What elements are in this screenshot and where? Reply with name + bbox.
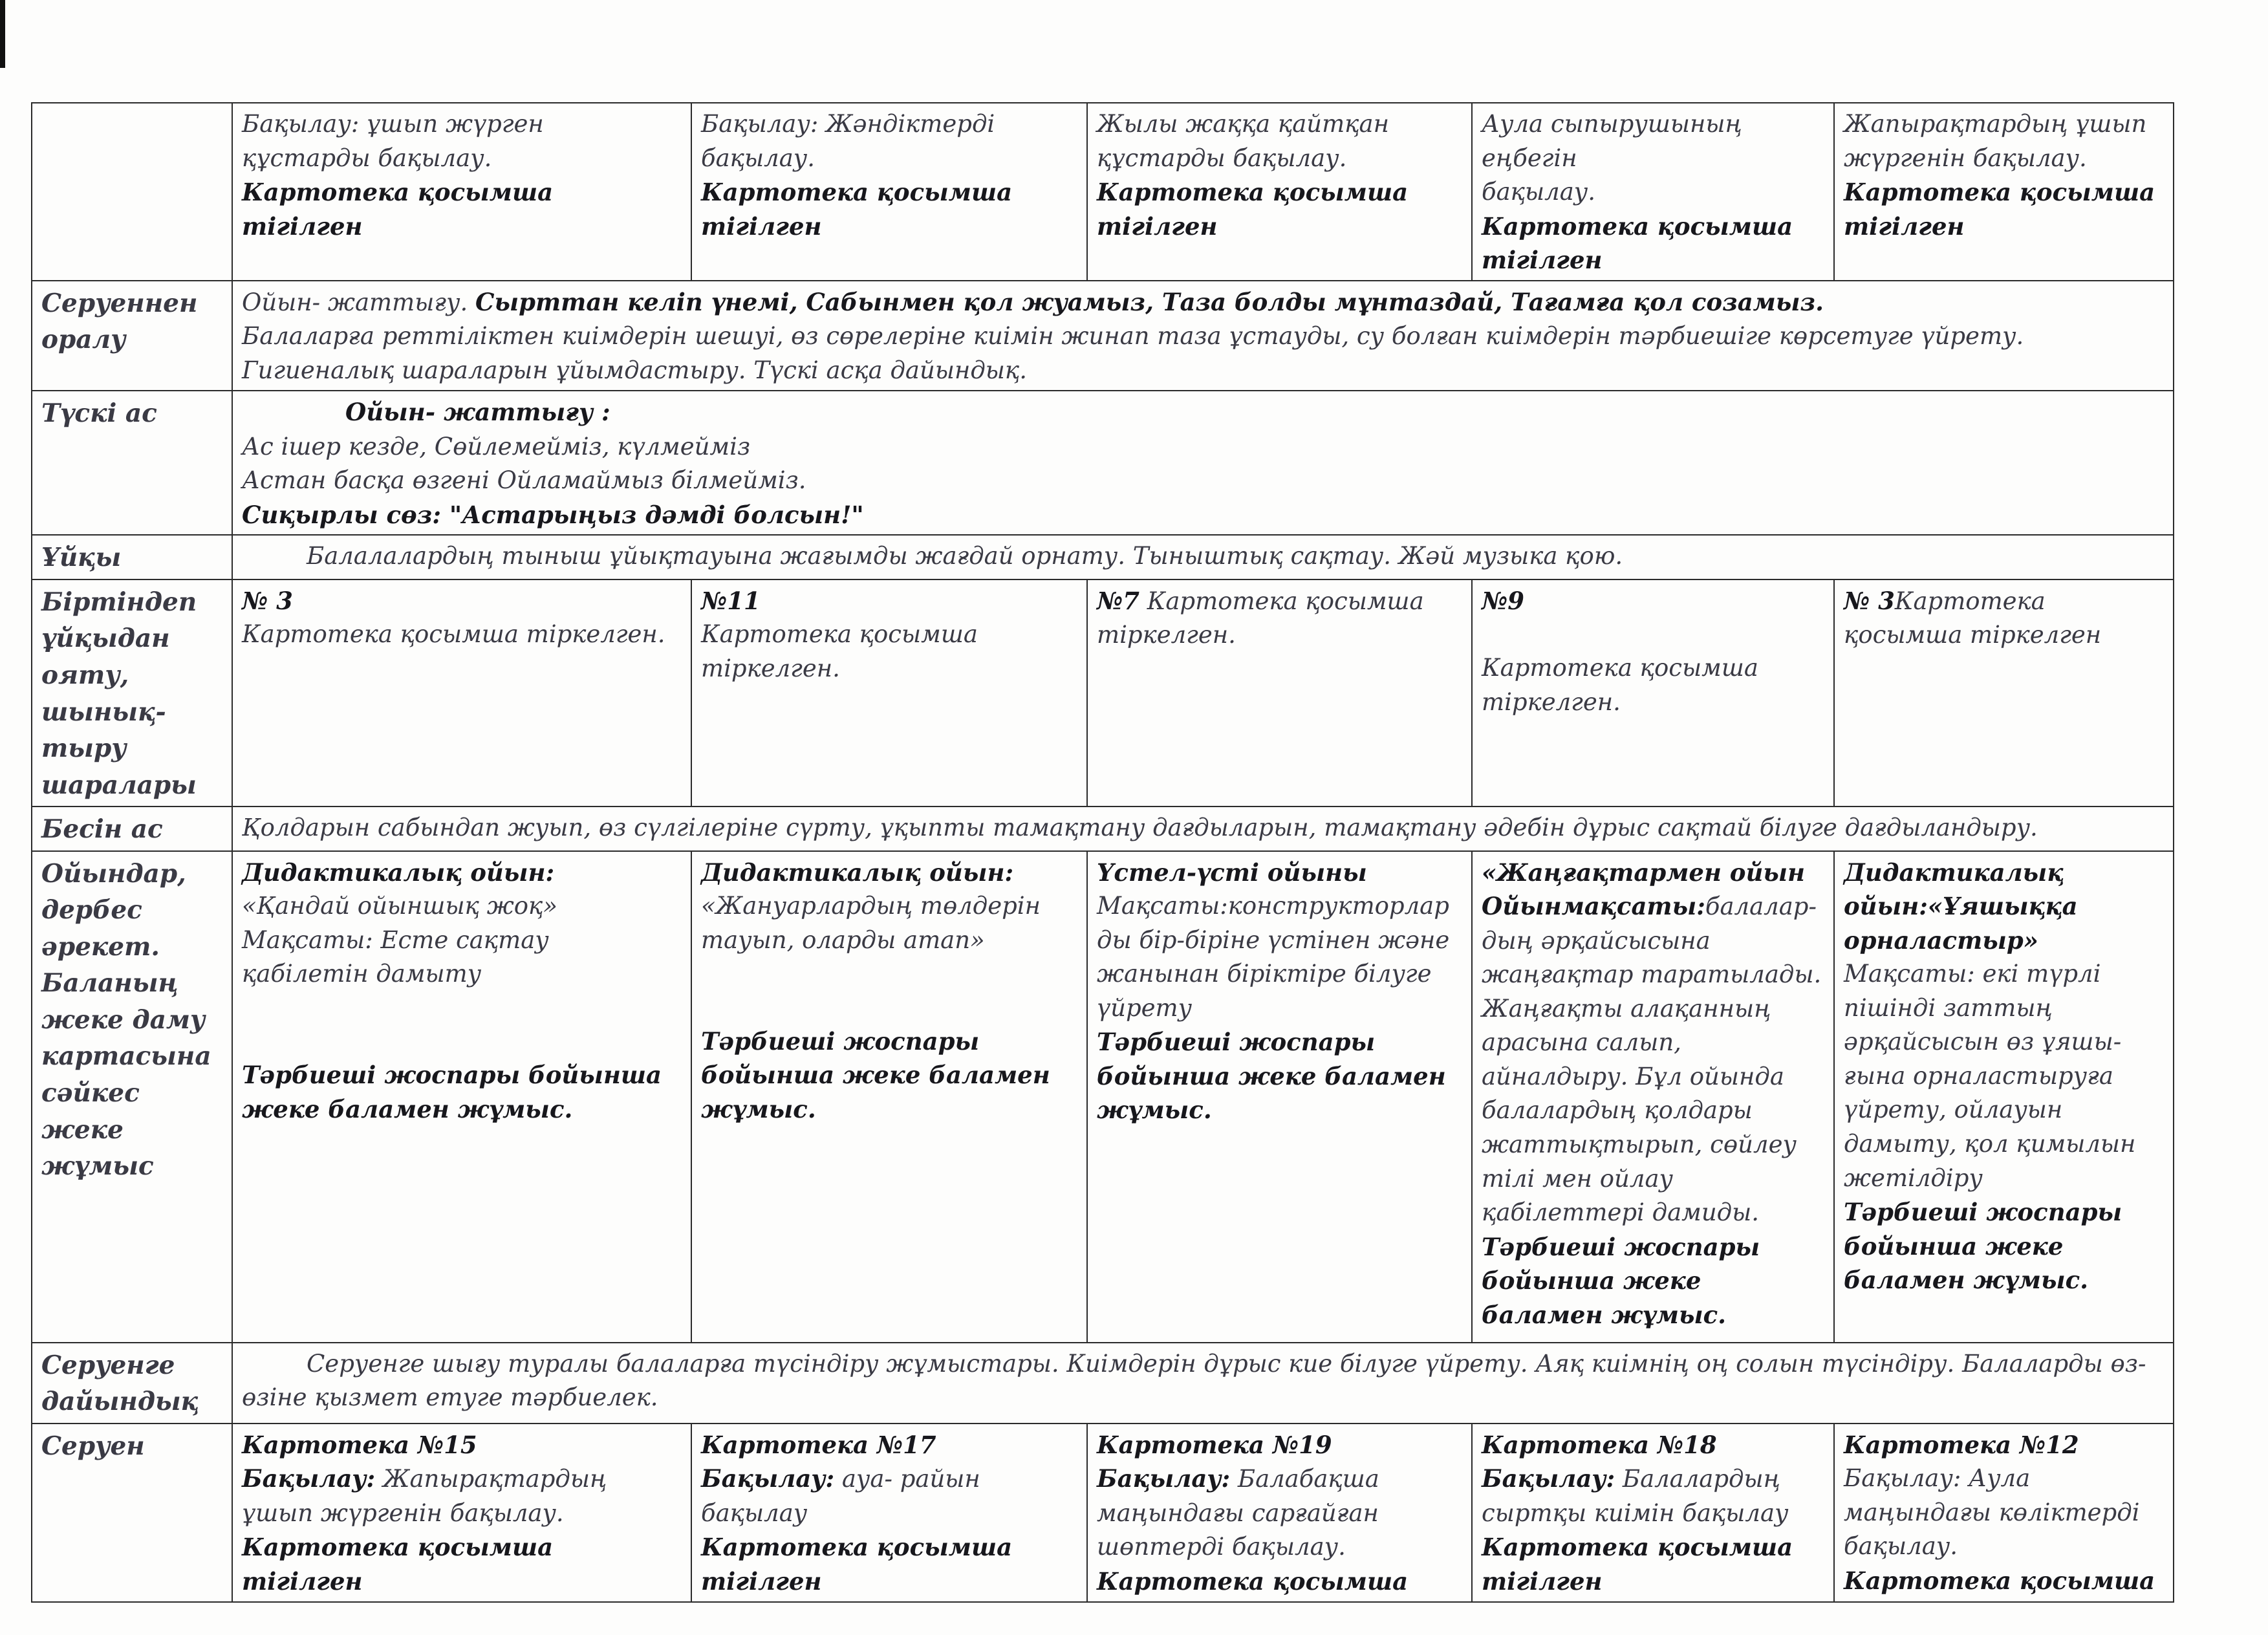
observation-label: Бақылау:: [242, 1464, 376, 1493]
observation-cell-4: [1472, 103, 1834, 281]
individual-work: Тәрбиеші жоспары бойынша жеке баламен жұмыс.: [1097, 1028, 1446, 1125]
games-cell-2: [691, 851, 1087, 1343]
game-goal-label: Ойынмақсаты:: [1482, 892, 1705, 921]
row-label-games: Ойындар, дербес әрекет. Баланың жеке даму картасына сәйкес жеке жұмыс: [32, 851, 232, 1343]
wake-cell-4: [1472, 579, 1834, 807]
cell-text: жүргенін бақылау.: [1844, 144, 2087, 172]
observation-cell-2: [691, 103, 1087, 281]
individual-work: Тәрбиеші жоспары бойынша жеке баламен жұмыс.: [242, 1061, 662, 1123]
row-label-wake: Біртіндеп ұйқыдан ояту, шынық- тыру шаралары: [32, 579, 232, 807]
cell-text: Аула сыпырушының еңбегін: [1482, 110, 1742, 172]
game-goal: Мақсаты: Есте сақтау қабілетін дамыту: [242, 926, 549, 988]
return-walk-content: [232, 281, 2174, 391]
observation-text: Бақылау: Аула маңындағы көліктерді бақылау.: [1844, 1464, 2140, 1561]
games-cell-4: [1472, 851, 1834, 1343]
card-text: Картотека қосымша тіркелген.: [1097, 587, 1424, 649]
cell-text: құстарды бақылау.: [242, 144, 492, 172]
cell-bold-text: Картотека қосымша: [1097, 1566, 1409, 1596]
row-label-snack: Бесін ас: [32, 807, 232, 851]
game-title: Дидактикалық ойын:«Ұяшыққа орналастыр»: [1844, 858, 2078, 955]
card-text: Картотека қосымша тіркелген.: [242, 620, 665, 649]
return-walk-text-2: Балаларға реттіліктен киімдерін шешуі, өз сөрелеріне киімін жинап таза ұстауды, су болған киімдерін тәрбиешіге көрсетуге үйрету.: [242, 322, 2024, 351]
game-name: «Жануарлардың төлдерін тауып, оларды атап»: [701, 892, 1041, 954]
card-number: Картотека №19: [1097, 1430, 1332, 1459]
cell-bold-text: Картотека қосымша: [1844, 1566, 2155, 1595]
observation-text: ауа- райын бақылау: [701, 1465, 980, 1527]
observation-cell-1: [232, 103, 691, 281]
row-walk: [32, 1424, 2174, 1602]
return-walk-lead: Ойын- жаттығу.: [242, 288, 468, 316]
row-wake: [32, 579, 2174, 807]
card-text: Картотека қосымша тіркелген.: [1482, 654, 1758, 716]
snack-content: Қолдарын сабындап жуып, өз сүлгілеріне сүрту, ұқыпты тамақтану дағдыларын, тамақтану әдебін дұрыс сақтай білуге дағдыландыру.: [232, 807, 2174, 851]
game-goal: балалар-дың әрқайсысына жаңғақтар таратылады. Жаңғақты алақанның арасына салып, айналдыру. Бұл ойында балалардың қолдары жаттықтырып, сөйлеу тілі мен ойлау қабілеттері дамиды.: [1482, 893, 1822, 1227]
walk-cell-1: [232, 1424, 691, 1602]
cell-bold-text: Картотека қосымша тігілген: [1482, 211, 1793, 275]
lunch-content: [232, 391, 2174, 535]
card-text: Картотека қосымша тіркелген: [1844, 587, 2102, 649]
cell-text: Бақылау: Жәндіктерді: [701, 110, 995, 138]
observation-cell-5: [1834, 103, 2174, 281]
cell-bold-text: Картотека қосымша тігілген: [242, 1533, 554, 1596]
card-number: Картотека №18: [1482, 1430, 1717, 1459]
lunch-magic-words: Сиқырлы сөз: "Астарыңыз дәмді болсын!": [242, 500, 864, 529]
card-number: №11: [701, 586, 761, 615]
row-games: [32, 851, 2174, 1343]
observation-cell-3: [1087, 103, 1472, 281]
row-observation-top: [32, 103, 2174, 281]
row-label-empty: [32, 103, 232, 281]
walk-cell-5: [1834, 1424, 2174, 1602]
row-label-lunch: Түскі ас: [32, 391, 232, 535]
row-label-return-walk: Серуеннен оралу: [32, 281, 232, 391]
row-lunch: [32, 391, 2174, 535]
row-walk-prep: [32, 1343, 2174, 1424]
game-name: «Қандай ойыншық жоқ»: [242, 892, 558, 920]
cell-text: Жапырақтардың ұшып: [1844, 110, 2147, 138]
walk-cell-3: [1087, 1424, 1472, 1602]
sleep-text: Балалалардың тыныш ұйықтауына жағымды жағдай орнату. Тыныштық сақтау. Жәй музыка қою.: [307, 542, 1623, 570]
card-number: № 3: [242, 586, 293, 615]
cell-text: бақылау.: [1482, 178, 1595, 206]
row-label-walk-prep: Серуенге дайындық: [32, 1343, 232, 1424]
daily-plan-table: [31, 102, 2174, 1603]
card-number: Картотека №12: [1844, 1430, 2079, 1459]
row-sleep: [32, 535, 2174, 579]
walk-cell-4: [1472, 1424, 1834, 1602]
row-label-walk: Серуен: [32, 1424, 232, 1602]
individual-work: Тәрбиеші жоспары бойынша жеке баламен жұмыс.: [1844, 1198, 2122, 1295]
cell-bold-text: Картотека қосымша тігілген: [701, 178, 1013, 241]
observation-label: Бақылау:: [701, 1464, 835, 1493]
return-walk-rhyme: Сырттан келіп үнемі, Сабынмен қол жуамыз, Таза болды мұнтаздай, Тағамға қол созамыз.: [475, 287, 1824, 316]
cell-text: Бақылау: ұшып жүрген: [242, 110, 544, 138]
game-goal: Мақсаты:конструкторлар ды бір-біріне үстінен және жанынан біріктіре білуге үйрету: [1097, 892, 1450, 1022]
game-title: Дидактикалық ойын:: [701, 858, 1014, 887]
game-title: Үстел-үсті ойыны: [1097, 858, 1367, 887]
wake-cell-1: [232, 579, 691, 807]
games-cell-3: [1087, 851, 1472, 1343]
observation-text: Жапырақтардың ұшып жүргенін бақылау.: [242, 1465, 607, 1527]
cell-text: бақылау.: [701, 144, 815, 172]
walk-prep-content: [232, 1343, 2174, 1424]
game-goal: Мақсаты: екі түрлі пішінді заттың әрқайсысын өз ұяшы-ғына орналастыруға үйрету, ойлауын дамыту, қол қимылын жетілдіру: [1844, 960, 2136, 1192]
observation-text: Балабақша маңындағы сарғайған шөптерді бақылау.: [1097, 1465, 1379, 1561]
cell-bold-text: Картотека қосымша тігілген: [1097, 178, 1409, 241]
cell-text: құстарды бақылау.: [1097, 144, 1347, 172]
individual-work: Тәрбиеші жоспары бойынша жеке баламен жұмыс.: [701, 1026, 1050, 1123]
card-text: Картотека қосымша тіркелген.: [701, 620, 978, 682]
card-number: №9: [1482, 586, 1524, 615]
cell-bold-text: Картотека қосымша тігілген: [701, 1533, 1013, 1596]
observation-label: Бақылау:: [1097, 1464, 1231, 1493]
card-number: Картотека №17: [701, 1430, 936, 1459]
cell-bold-text: Картотека қосымша тігілген: [1482, 1533, 1793, 1596]
cell-bold-text: Картотека қосымша тігілген: [242, 178, 554, 241]
games-cell-1: [232, 851, 691, 1343]
row-label-sleep: Ұйқы: [32, 535, 232, 579]
lunch-text-1: Ас ішер кезде, Сөйлемейміз, күлмейміз: [242, 432, 751, 460]
daily-plan-sheet: [31, 102, 2173, 1596]
game-title: «Жаңғақтармен ойын: [1482, 858, 1806, 887]
cell-text: Жылы жаққа қайтқан: [1097, 110, 1389, 138]
row-return-walk: [32, 281, 2174, 391]
wake-cell-2: [691, 579, 1087, 807]
wake-cell-3: [1087, 579, 1472, 807]
lunch-text-2: Астан басқа өзгені Ойламаймыз білмейміз.: [242, 466, 806, 495]
return-walk-text-3: Гигиеналық шараларын ұйымдастыру. Түскі асқа дайындық.: [242, 356, 1028, 384]
sleep-content: [232, 535, 2174, 579]
walk-prep-text: Серуенге шығу туралы балаларға түсіндіру жұмыстары. Киімдерін дұрыс кие білуге үйрету. Аяқ киімнің оң солын түсіндіру. Балаларды өз-өзіне қызмет етуге тәрбиелек.: [242, 1349, 2146, 1412]
wake-cell-5: [1834, 579, 2174, 807]
card-number: № 3: [1844, 586, 1895, 615]
individual-work: Тәрбиеші жоспары бойынша жеке баламен жұмыс.: [1482, 1232, 1760, 1329]
lunch-title: Ойын- жаттығу :: [345, 398, 610, 427]
walk-cell-2: [691, 1424, 1087, 1602]
observation-text: Балалардың сыртқы киімін бақылау: [1482, 1465, 1789, 1527]
card-number: №7: [1097, 586, 1139, 615]
cell-bold-text: Картотека қосымша тігілген: [1844, 178, 2155, 241]
row-snack: [32, 807, 2174, 851]
game-title: Дидактикалық ойын:: [242, 858, 555, 887]
scan-edge-mark: [0, 0, 5, 68]
card-number: Картотека №15: [242, 1430, 477, 1459]
games-cell-5: [1834, 851, 2174, 1343]
observation-label: Бақылау:: [1482, 1464, 1615, 1493]
